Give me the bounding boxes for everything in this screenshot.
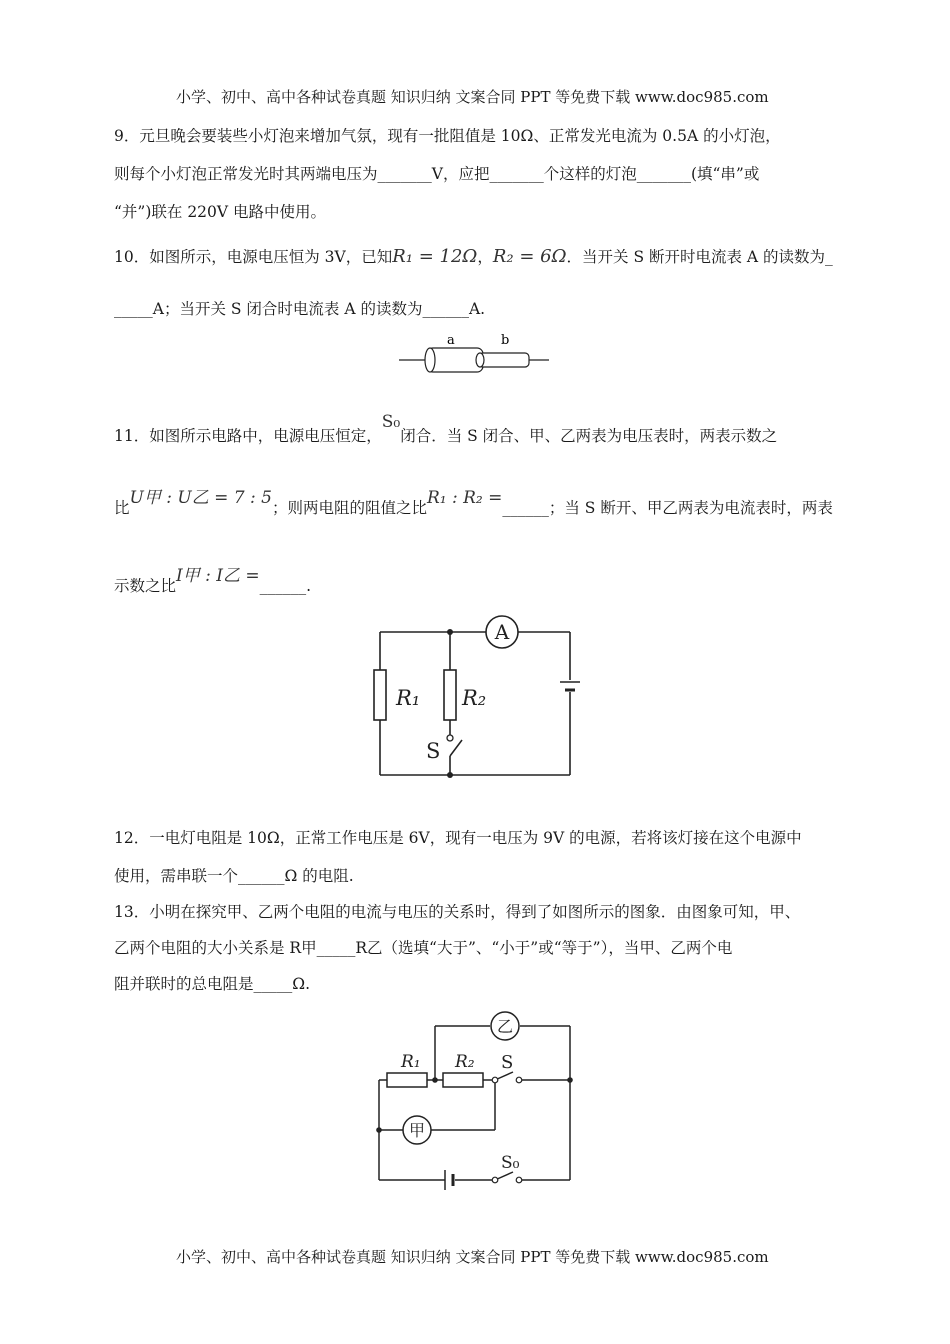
conductor-label-a: a [447,333,455,348]
q9-line-2: 则每个小灯泡正常发光时其两端电压为_______V，应把_______个这样的灯泡_______(填“串”或 [114,165,760,183]
ammeter-label: A [494,620,510,644]
circuit1-switch-label: S [426,739,441,763]
q11-text-b: 闭合．当 S 闭合、甲、乙两表为电压表时，两表示数之 [400,427,778,445]
q11-s0: S₀ [381,412,401,432]
circuit1-r2-label: R₂ [462,686,487,710]
circuit-diagram-1 [370,610,590,790]
q13-line-1: 13．小明在探究甲、乙两个电阻的电流与电压的关系时，得到了如图所示的图象．由图象可知，甲、 [114,903,801,921]
q11-text-bi: 比 [114,499,130,517]
page-header: 小学、初中、高中各种试卷真题 知识归纳 文案合同 PPT 等免费下载 www.doc985.com [176,88,769,106]
q10-r2-formula: R₂ = 6Ω [492,246,567,267]
circuit1-r1-label: R₁ [396,686,421,710]
q12-line-1: 12．一电灯电阻是 10Ω，正常工作电压是 6V，现有一电压为 9V 的电源，若将该灯接在这个电源中 [114,829,802,847]
circuit-diagram-2 [365,1010,585,1200]
q11-line-1 [114,412,778,446]
q11-text-d: ______；当 S 断开、甲乙两表为电流表时，两表 [502,499,833,517]
circuit2-s-label: S [501,1052,514,1073]
circuit2-r1-label: R₁ [401,1052,421,1072]
circuit2-s0-label: S₀ [501,1153,520,1173]
meter-jia-label: 甲 [408,1121,426,1140]
q10-comma: ， [477,248,493,266]
q11-u-ratio: U甲 : U乙 = 7 : 5 [129,488,272,508]
q10-text-b: ．当开关 S 断开时电流表 A 的读数为_ [566,248,833,266]
circuit2-r2-label: R₂ [455,1052,475,1072]
conductor-label-b: b [501,333,510,348]
q13-line-3: 阻并联时的总电阻是_____Ω. [114,975,311,993]
q11-r-ratio: R₁ : R₂ = [426,488,503,508]
q11-text-e: 示数之比 [114,577,177,595]
q10-text-a: 10．如图所示，电源电压恒为 3V，已知 [114,248,393,266]
q11-line-3 [114,566,312,596]
q10-r1-formula: R₁ = 12Ω [392,246,478,267]
page-footer: 小学、初中、高中各种试卷真题 知识归纳 文案合同 PPT 等免费下载 www.doc985.com [176,1248,769,1266]
q9-line-1: 9．元旦晚会要装些小灯泡来增加气氛，现有一批阻值是 10Ω、正常发光电流为 0.5A 的小灯泡， [114,127,781,145]
q11-i-ratio: I甲 : I乙 = [176,566,260,586]
q11-text-c: ；则两电阻的阻值之比 [271,499,427,517]
q11-text-f: ______. [259,577,312,595]
q13-line-2: 乙两个电阻的大小关系是 R甲_____R乙（选填“大于”、“小于”或“等于”），当甲、乙两个电 [114,939,733,957]
q12-line-2: 使用，需串联一个______Ω 的电阻. [114,867,354,885]
conductor-figure [395,328,555,378]
q9-line-3: “并”)联在 220V 电路中使用。 [114,203,327,221]
q11-text-a: 11．如图所示电路中，电源电压恒定， [114,427,382,445]
q11-line-2 [114,488,833,518]
voltmeter-yi-label: 乙 [496,1017,514,1036]
q10-line-2: _____A；当开关 S 闭合时电流表 A 的读数为______A. [114,300,486,318]
q10-line-1 [114,247,833,267]
